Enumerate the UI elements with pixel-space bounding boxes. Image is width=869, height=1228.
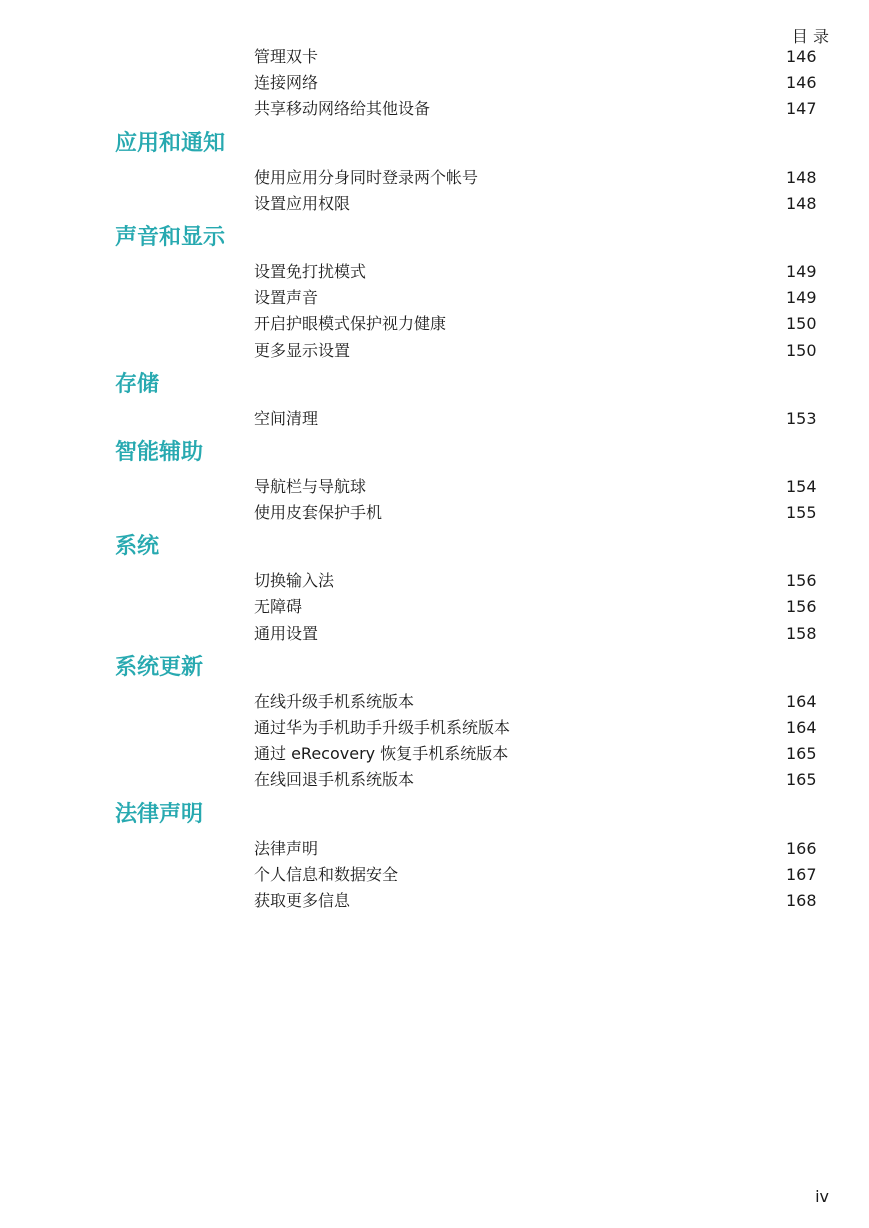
toc-entry[interactable] [0,70,869,96]
toc-entry[interactable] [0,621,869,647]
toc-entry[interactable] [0,474,869,500]
toc-entry-page: 164 [786,718,817,737]
toc-entry-page: 149 [786,288,817,308]
toc-entry-label: 管理双卡 [254,47,319,66]
toc-entry[interactable] [0,689,869,715]
toc-section-title[interactable]: 系统更新 [115,654,204,680]
toc-entry-label: 无障碍 [254,597,303,617]
toc-section [0,526,869,647]
toc-entry-page: 149 [786,261,817,281]
toc-entry[interactable] [0,594,869,620]
toc-entry[interactable] [0,862,869,888]
toc-entry-page: 165 [786,744,817,764]
toc-entry[interactable] [0,406,869,432]
toc-entry-label: 共享移动网络给其他设备 [254,99,431,119]
toc-section-title[interactable]: 法律声明 [115,801,204,827]
toc-entry[interactable] [0,338,869,364]
toc-entry-label: 设置应用权限 [254,193,351,213]
toc-entry[interactable] [0,715,869,741]
toc-entry[interactable] [0,767,869,793]
toc-entry-page: 156 [786,597,817,617]
toc-section [0,123,869,217]
toc-entry-label: 开启护眼模式保护视力健康 [254,314,447,334]
toc-section-title[interactable]: 智能辅助 [115,439,204,465]
toc-entry[interactable] [0,259,869,285]
toc-entry-label: 法律声明 [254,838,319,858]
toc-entry-label: 切换输入法 [254,571,335,591]
toc-entry-page: 150 [786,340,817,360]
toc-entry-page: 154 [786,476,817,496]
toc-entry-label: 使用应用分身同时登录两个帐号 [254,167,479,187]
page-header-title: 目 录 [791,27,829,46]
toc-entry-page: 148 [786,193,817,213]
toc-entry-page: 167 [786,864,817,884]
toc-entry-page: 146 [786,47,817,66]
toc-entry-label: 在线回退手机系统版本 [254,770,415,790]
toc-entry-label: 更多显示设置 [254,340,351,360]
toc-entry[interactable] [0,888,869,914]
toc-entry-page: 158 [786,623,817,643]
toc-entry[interactable] [0,311,869,337]
toc-entry-label: 连接网络 [254,73,319,93]
toc-entry[interactable] [0,500,869,526]
toc-entry-page: 153 [786,408,817,428]
toc-entry[interactable] [0,836,869,862]
toc-entry-page: 150 [786,314,817,334]
toc-entry-label: 个人信息和数据安全 [254,864,399,884]
toc-entry-page: 166 [786,838,817,858]
toc-section [0,432,869,526]
toc-entry[interactable] [0,44,869,70]
toc-entry-page: 155 [786,503,817,523]
table-of-contents [0,44,869,914]
toc-section-title[interactable]: 系统 [115,534,160,560]
toc-entry[interactable] [0,191,869,217]
toc-entry-label: 使用皮套保护手机 [254,503,383,523]
toc-entry[interactable] [0,165,869,191]
toc-section [0,364,869,432]
toc-entry-page: 148 [786,167,817,187]
toc-entry[interactable] [0,96,869,122]
toc-entry-page: 168 [786,890,817,910]
toc-entry-page: 156 [786,571,817,591]
toc-section-title[interactable]: 应用和通知 [115,130,226,156]
toc-entry-page: 165 [786,770,817,790]
toc-section [0,217,869,364]
toc-entry[interactable] [0,741,869,767]
toc-entry-label: 在线升级手机系统版本 [254,691,415,711]
toc-entry-label: 通过 eRecovery 恢复手机系统版本 [254,744,509,764]
toc-section-title[interactable]: 声音和显示 [115,224,226,250]
toc-entry[interactable] [0,568,869,594]
toc-entry-page: 146 [786,73,817,93]
toc-section [0,794,869,915]
page-number: iv [815,1187,829,1206]
toc-entry-page: 147 [786,99,817,119]
toc-entry[interactable] [0,285,869,311]
toc-section [0,647,869,794]
toc-entry-label: 导航栏与导航球 [254,476,367,496]
toc-entry-label: 空间清理 [254,408,319,428]
toc-entry-label: 设置免打扰模式 [254,261,367,281]
toc-entry-label: 获取更多信息 [254,890,351,910]
toc-entry-page: 164 [786,691,817,711]
toc-entry-label: 设置声音 [254,288,319,308]
toc-entry-label: 通用设置 [254,623,319,643]
toc-section-title[interactable]: 存储 [115,371,160,397]
toc-entry-label: 通过华为手机助手升级手机系统版本 [254,718,511,737]
